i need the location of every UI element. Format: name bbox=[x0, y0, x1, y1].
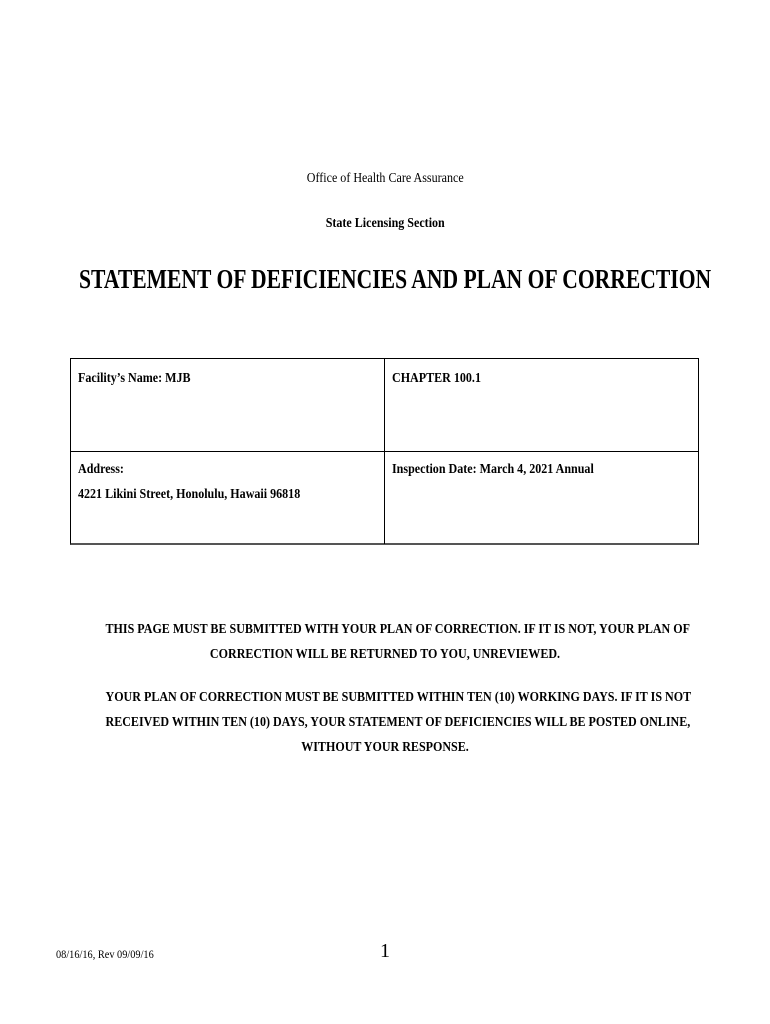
chapter-cell bbox=[385, 359, 698, 452]
chapter: CHAPTER 100.1 bbox=[392, 371, 481, 386]
address-cell bbox=[71, 452, 385, 544]
deadline-notice bbox=[60, 685, 710, 760]
revision-footer: 08/16/16, Rev 09/09/16 bbox=[56, 947, 154, 961]
notice-line: CORRECTION WILL BE RETURNED TO YOU, UNREVIEWED. bbox=[209, 647, 561, 662]
inspection-cell bbox=[385, 452, 698, 544]
submission-notice bbox=[60, 617, 710, 667]
facility-name-cell bbox=[71, 359, 385, 452]
page-number: 1 bbox=[380, 940, 390, 962]
notice-line: WITHOUT YOUR RESPONSE. bbox=[301, 740, 469, 755]
notice-line: YOUR PLAN OF CORRECTION MUST BE SUBMITTED WITHIN TEN (10) WORKING DAYS. IF IT IS NOT bbox=[105, 690, 692, 705]
notice-line: THIS PAGE MUST BE SUBMITTED WITH YOUR PLAN OF CORRECTION. IF IT IS NOT, YOUR PLAN OF bbox=[105, 622, 690, 637]
inspection-date: Inspection Date: March 4, 2021 Annual bbox=[392, 462, 594, 477]
facility-name: Facility’s Name: MJB bbox=[78, 371, 191, 386]
address-label: Address: bbox=[78, 462, 124, 477]
notice-line: RECEIVED WITHIN TEN (10) DAYS, YOUR STATEMENT OF DEFICIENCIES WILL BE POSTED ONLINE, bbox=[105, 715, 691, 730]
section-name: State Licensing Section bbox=[325, 216, 445, 231]
address-value: 4221 Likini Street, Honolulu, Hawaii 96818 bbox=[78, 487, 301, 502]
office-name: Office of Health Care Assurance bbox=[306, 171, 464, 186]
document-title: STATEMENT OF DEFICIENCIES AND PLAN OF CORRECTION bbox=[79, 264, 712, 294]
facility-info-table bbox=[70, 358, 699, 545]
